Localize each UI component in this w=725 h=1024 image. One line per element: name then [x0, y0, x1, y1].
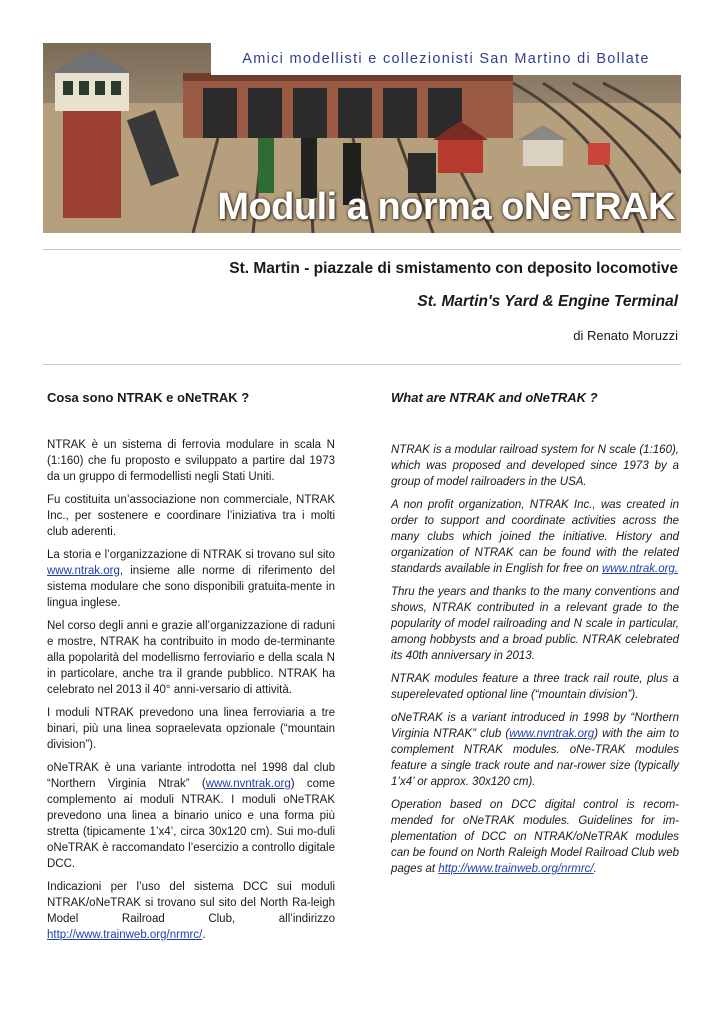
nvntrak-link[interactable]: www.nvntrak.org [205, 778, 291, 790]
ntrak-link-en[interactable]: www.ntrak.org. [601, 563, 679, 575]
banner-subtitle: Amici modellisti e collezionisti San Martino di Bollate [211, 43, 681, 75]
page-title: St. Martin - piazzale di smistamento con deposito locomotive [229, 260, 678, 277]
divider-top [43, 249, 681, 250]
right-paragraph-5: oNeTRAK is a variant introduced in 1998 by “Northern Virginia NTRAK” club (www.nvntrak.org) with the aim to complement NTRAK modules. oNe-TRAK modules feature a single track route and nar-rower size (typically 1’x4’ or approx. 30x120 cm). [391, 712, 679, 788]
trainweb-link[interactable]: http://www.trainweb.org/nrmrc/ [47, 929, 203, 941]
right-paragraph-6: Operation based on DCC digital control is recom-mended for oNeTRAK modules. Guidelines for im-plementation of DCC on NTRAK/oNeTRAK modules can be found on North Raleigh Model Railroad Club web pages at http://www.trainweb.org/nrmrc/. [391, 799, 679, 875]
header-banner [43, 43, 681, 233]
right-column [391, 442, 679, 884]
right-paragraph-3: Thru the years and thanks to the many conventions and shows, NTRAK contributed in a relevant grade to the popularity of model railroading and N scale in particular, among hobbysts and a broad public. NTRAK celebrated its 40th anniversary in 2013. [391, 586, 679, 662]
author: di Renato Moruzzi [573, 328, 678, 343]
right-paragraph-2: A non profit organization, NTRAK Inc., was created in order to support and coordinate activities across the many clubs which joined the initiative. History and organization of NTRAK can be found with the related standards available in English for free on www.ntrak.org. [391, 499, 679, 575]
nvntrak-link-en[interactable]: www.nvntrak.org [509, 728, 595, 740]
ntrak-link[interactable]: www.ntrak.org [47, 565, 120, 577]
left-paragraph-7: Indicazioni per l’uso del sistema DCC sui moduli NTRAK/oNeTRAK si trovano sul sito del North Ra-leigh Model Railroad Club, all’indirizzo http://www.trainweb.org/nrmrc/. [47, 881, 335, 941]
left-paragraph-6: oNeTRAK è una variante introdotta nel 1998 dal club “Northern Virginia Ntrak” (www.nvntrak.org) come complemento ai moduli NTRAK. I moduli oNeTRAK prevedono una linea a binario unico e una forma più stretta (tipicamente 1’x4’, circa 30x120 cm). Sui mo-duli oNeTRAK è raccomandato l’esercizio a controllo digitale DCC. [47, 762, 335, 870]
left-paragraph-2: Fu costituita un’associazione non commerciale, NTRAK Inc., per sostenere e coordinare l’iniziativa tra i molti club aderenti. [47, 494, 335, 538]
trainweb-link-en[interactable]: http://www.trainweb.org/nrmrc/ [438, 863, 594, 875]
left-paragraph-5: I moduli NTRAK prevedono una linea ferroviaria a tre binari, più una linea sopraelevata opzionale (“mountain division”). [47, 707, 335, 751]
right-column-heading: What are NTRAK and oNeTRAK ? [391, 390, 598, 405]
banner-title: Moduli a norma oNeTRAK [217, 186, 675, 228]
left-paragraph-1: NTRAK è un sistema di ferrovia modulare in scala N (1:160) che fu proposto e sviluppato a partire dal 1973 da un gruppo di fermodellisti negli Stati Uniti. [47, 439, 335, 483]
right-paragraph-4: NTRAK modules feature a three track rail route, plus a superelevated optional line (“mountain division”). [391, 673, 679, 701]
left-column [47, 437, 335, 950]
page-subtitle: St. Martin's Yard & Engine Terminal [417, 293, 678, 310]
left-paragraph-4: Nel corso degli anni e grazie all’organizzazione di raduni e mostre, NTRAK ha contribuito in modo de-terminante alla popolarità del modellismo ferroviario e della scala N in particolare, anche tra il grande pubblico. NTRAK ha celebrato nel 2013 il 40° anni-versario di attività. [47, 620, 335, 696]
left-paragraph-3: La storia e l’organizzazione di NTRAK si trovano sul sito www.ntrak.org, insieme alle norme di riferimento del sistema modulare che sono disponibili gratuita-mente in lingua inglese. [47, 549, 335, 609]
left-column-heading: Cosa sono NTRAK e oNeTRAK ? [47, 390, 250, 405]
right-paragraph-1: NTRAK is a modular railroad system for N scale (1:160), which was proposed and developed since 1973 by a group of model railroaders in the USA. [391, 444, 679, 488]
divider-middle [43, 364, 681, 365]
